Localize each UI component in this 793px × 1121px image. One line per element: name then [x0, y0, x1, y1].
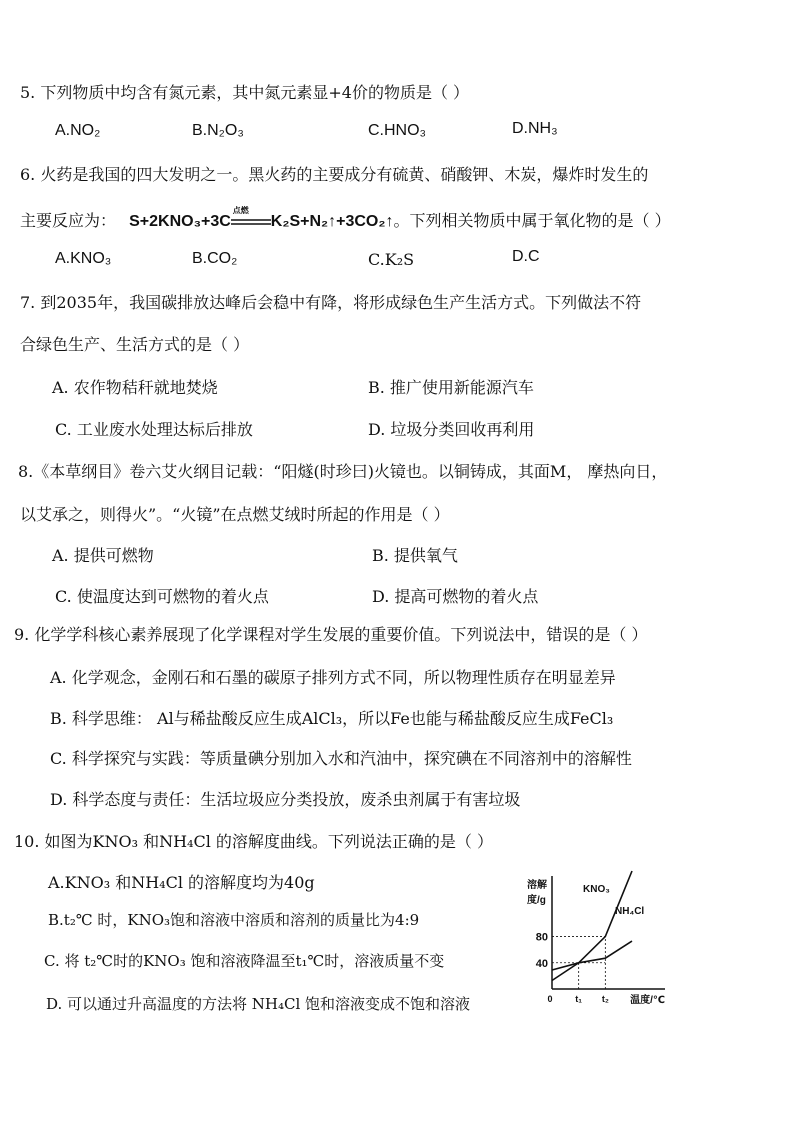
equation-left: S+2KNO₃+3C: [129, 213, 231, 230]
q5-option-c: C.HNO₃: [368, 122, 427, 139]
q7-option-b: B. 推广使用新能源汽车: [368, 378, 534, 397]
q8-option-b: B. 提供氧气: [372, 546, 458, 565]
reaction-arrow: [231, 204, 271, 230]
y-axis-label-cont: 度/g: [527, 895, 546, 906]
q6-option-d: D.C: [512, 248, 540, 265]
solubility-chart: [515, 868, 675, 1008]
equation-right: K₂S+N₂↑+3CO₂↑: [270, 213, 394, 230]
q6-line2: [20, 204, 671, 231]
q8-line2: 以艾承之，则得火”。“火镜”在点燃艾绒时所起的作用是（ ）: [20, 505, 450, 524]
q10-option-c: C. 将 t₂℃时的KNO₃ 饱和溶液降温至t₁℃时，溶液质量不变: [44, 952, 445, 970]
q6-option-a: A.KNO₃: [55, 250, 112, 267]
q10-option-a: A.KNO₃ 和NH₄Cl 的溶解度均为40g: [48, 873, 315, 892]
q7-option-d: D. 垃圾分类回收再利用: [368, 420, 535, 439]
q8-option-c: C. 使温度达到可燃物的着火点: [55, 587, 269, 606]
q7-line2: 合绿色生产、生活方式的是（ ）: [20, 335, 250, 354]
y-tick-label: 40: [535, 957, 548, 970]
q10-stem: 10. 如图为KNO₃ 和NH₄Cl 的溶解度曲线。下列说法正确的是（ ）: [14, 832, 494, 851]
y-axis-label: 溶解: [527, 880, 547, 891]
reaction-condition: 点燃: [232, 204, 249, 215]
q6-line2-suffix: 。下列相关物质中属于氧化物的是（ ）: [393, 211, 671, 230]
q10-option-b: B.t₂℃ 时，KNO₃饱和溶液中溶质和溶剂的质量比为4:9: [48, 911, 420, 929]
q8-option-d: D. 提高可燃物的着火点: [372, 587, 539, 606]
q6-option-c: C.K₂S: [368, 250, 415, 269]
q7-option-a: A. 农作物秸秆就地焚烧: [52, 378, 218, 397]
q6-line2-prefix: 主要反应为：: [20, 211, 117, 230]
x-tick-label: t₂: [601, 994, 609, 1004]
x-tick-label: t₁: [575, 994, 583, 1004]
q6-line1: 6. 火药是我国的四大发明之一。黑火药的主要成分有硫黄、硝酸钾、木炭，爆炸时发生的: [20, 165, 649, 184]
q5-stem: 5. 下列物质中均含有氮元素，其中氮元素显+4价的物质是（ ）: [20, 83, 470, 102]
q5-option-b: B.N₂O₃: [192, 122, 244, 139]
series-label: NH₄Cl: [615, 906, 645, 917]
q8-option-a: A. 提供可燃物: [52, 546, 154, 565]
q8-line1: 8.《本草纲目》卷六艾火纲目记载：“阳燧(时珍曰)火镜也。以铜铸成，其面M， 摩热向日，: [18, 462, 668, 481]
series-label: KNO₃: [583, 884, 610, 895]
q10-option-d: D. 可以通过升高温度的方法将 NH₄Cl 饱和溶液变成不饱和溶液: [46, 995, 471, 1013]
q9-stem: 9. 化学学科核心素养展现了化学课程对学生发展的重要价值。下列说法中，错误的是（ ）: [14, 625, 648, 644]
x-axis-label: 温度/℃: [630, 995, 665, 1006]
q7-line1: 7. 到2035年，我国碳排放达峰后会稳中有降，将形成绿色生产生活方式。下列做法不符: [20, 293, 642, 312]
q5-option-d: D.NH₃: [512, 120, 558, 137]
x-tick-label: 0: [547, 994, 553, 1004]
q7-option-c: C. 工业废水处理达标后排放: [55, 420, 253, 439]
q5-option-a: A.NO₂: [55, 122, 101, 139]
y-tick-label: 80: [535, 931, 548, 944]
q9-option-b: B. 科学思维： Al与稀盐酸反应生成AlCl₃，所以Fe也能与稀盐酸反应生成FeCl₃: [50, 709, 614, 728]
q6-option-b: B.CO₂: [192, 250, 238, 267]
q9-option-a: A. 化学观念，金刚石和石墨的碳原子排列方式不同，所以物理性质存在明显差异: [50, 668, 616, 687]
series-line-2: [552, 941, 632, 970]
q9-option-c: C. 科学探究与实践：等质量碘分别加入水和汽油中，探究碘在不同溶剂中的溶解性: [50, 749, 632, 768]
q9-option-d: D. 科学态度与责任：生活垃圾应分类投放，废杀虫剂属于有害垃圾: [50, 790, 521, 809]
